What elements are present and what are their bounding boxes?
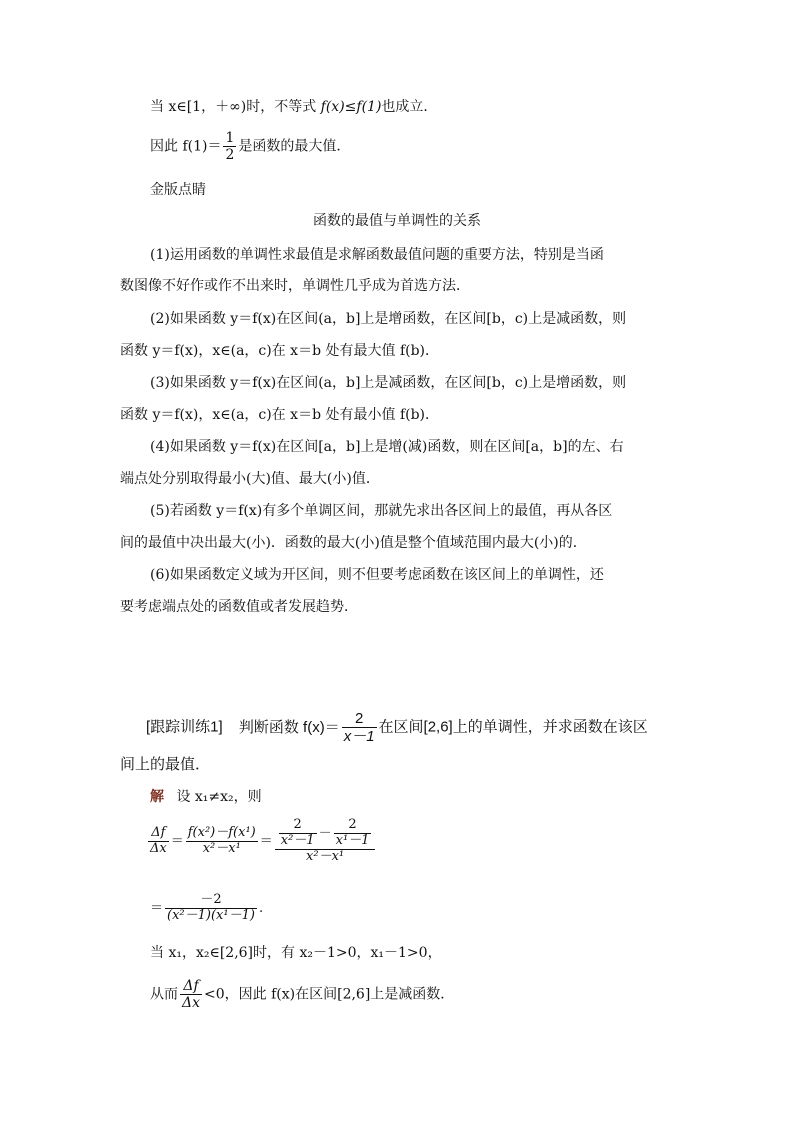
solution-label: 解 bbox=[150, 789, 164, 805]
fraction-2-over-x1-minus-1 bbox=[334, 818, 372, 849]
label-jinban: 金版点睛 bbox=[150, 182, 206, 198]
fraction-df-dx bbox=[148, 826, 169, 857]
text: 从而 bbox=[150, 986, 178, 1003]
fraction-numerator: 2 bbox=[293, 817, 302, 832]
fraction-denominator: (x²－1)(x¹－1) bbox=[167, 907, 255, 923]
math-fx: f(x) bbox=[320, 99, 345, 115]
fraction-numerator: 2 bbox=[348, 817, 357, 832]
fraction-denominator: x¹－1 bbox=[335, 832, 370, 848]
fraction-numerator: f(x²)－f(x¹) bbox=[187, 824, 256, 840]
period: . bbox=[258, 900, 264, 916]
exercise-question-line2: 间上的最值． bbox=[120, 756, 211, 773]
fraction-2-over-x2-minus-1 bbox=[279, 818, 317, 849]
fraction-denominator: x²－x¹ bbox=[275, 849, 376, 865]
math-f1: f(1) bbox=[356, 99, 382, 115]
fraction-2-over-x-minus-1 bbox=[342, 710, 377, 746]
solution-text: 设 x₁≠x₂，则 bbox=[176, 789, 262, 805]
line-2 bbox=[150, 130, 350, 163]
para-5a: (5)若函数 y＝f(x)有多个单调区间，那就先求出各区间上的最值，再从各区 bbox=[150, 503, 613, 519]
equation-2 bbox=[150, 893, 263, 924]
fraction-numerator: Δf bbox=[151, 824, 166, 840]
condition-line: 当 x₁，x₂∈[2,6]时，有 x₂－1>0，x₁－1>0， bbox=[150, 945, 442, 961]
text: 是函数的最大值． bbox=[238, 138, 351, 155]
fraction-numerator: －2 bbox=[200, 892, 222, 907]
question-text: 判断函数 f(x)＝ bbox=[238, 718, 340, 736]
para-1a: (1)运用函数的单调性求最值是求解函数最值问题的重要方法，特别是当函 bbox=[150, 247, 604, 263]
fraction-denominator: x－1 bbox=[343, 728, 375, 746]
leq-symbol: ≤ bbox=[344, 99, 357, 115]
fraction-df-dx bbox=[180, 978, 202, 1011]
para-1b: 数图像不好作或作不出来时，单调性几乎成为首选方法． bbox=[120, 278, 470, 294]
fraction-denominator: x²－x¹ bbox=[186, 841, 258, 857]
exercise-question bbox=[146, 710, 648, 746]
fraction-denominator: Δx bbox=[182, 995, 201, 1012]
fraction-numerator: 1 bbox=[225, 130, 235, 146]
fraction-one-half bbox=[223, 130, 236, 163]
para-5b: 间的最值中决出最大(小)．函数的最大(小)值是整个值域范围内最大(小)的． bbox=[120, 535, 587, 551]
equals-sign: ＝ bbox=[150, 900, 164, 916]
equals-sign: ＝ bbox=[259, 833, 273, 849]
para-4a: (4)如果函数 y＝f(x)在区间[a，b]上是增(减)函数，则在区间[a，b]的左、右 bbox=[150, 439, 624, 455]
fraction-denominator: x²－1 bbox=[280, 832, 315, 848]
fraction-result bbox=[165, 893, 257, 924]
section-title: 函数的最值与单调性的关系 bbox=[313, 213, 481, 229]
fraction-numerator: 2 bbox=[354, 710, 364, 727]
para-6b: 要考虑端点处的函数值或者发展趋势． bbox=[120, 599, 358, 615]
text: <0，因此 f(x)在区间[2,6]上是减函数． bbox=[204, 986, 455, 1003]
equals-sign: ＝ bbox=[170, 833, 184, 849]
fraction-compound bbox=[275, 818, 376, 865]
text: 当 x∈[1，＋∞)时，不等式 bbox=[150, 99, 321, 115]
fraction-denominator: Δx bbox=[150, 840, 167, 856]
question-text: 在区间[2,6]上的单调性，并求函数在该区 bbox=[378, 718, 648, 736]
line-1 bbox=[150, 100, 437, 114]
text: 因此 f(1)＝ bbox=[150, 138, 222, 155]
text: 也成立． bbox=[381, 99, 438, 115]
solution-intro bbox=[150, 790, 262, 804]
fraction-numerator: Δf bbox=[183, 978, 199, 994]
para-2a: (2)如果函数 y＝f(x)在区间(a，b]上是增函数，在区间[b，c)上是减函数，则 bbox=[150, 311, 627, 327]
fraction-numerator bbox=[275, 818, 376, 849]
fraction-difference-quotient bbox=[186, 826, 258, 857]
minus-sign: － bbox=[318, 825, 332, 841]
para-2b: 函数 y＝f(x)，x∈(a，c)在 x＝b 处有最大值 f(b)． bbox=[120, 343, 440, 359]
para-6a: (6)如果函数定义域为开区间，则不但要考虑函数在该区间上的单调性，还 bbox=[150, 567, 604, 583]
para-4b: 端点处分别取得最小(大)值、最大(小)值． bbox=[120, 471, 380, 487]
fraction-denominator: 2 bbox=[225, 147, 235, 164]
para-3b: 函数 y＝f(x)，x∈(a，c)在 x＝b 处有最小值 f(b)． bbox=[120, 407, 440, 423]
para-3a: (3)如果函数 y＝f(x)在区间(a，b]上是减函数，在区间[b，c)上是增函数，则 bbox=[150, 375, 627, 391]
conclusion-line bbox=[150, 978, 454, 1011]
equation-1 bbox=[146, 818, 377, 865]
exercise-tag: [跟踪训练1] bbox=[146, 718, 223, 736]
